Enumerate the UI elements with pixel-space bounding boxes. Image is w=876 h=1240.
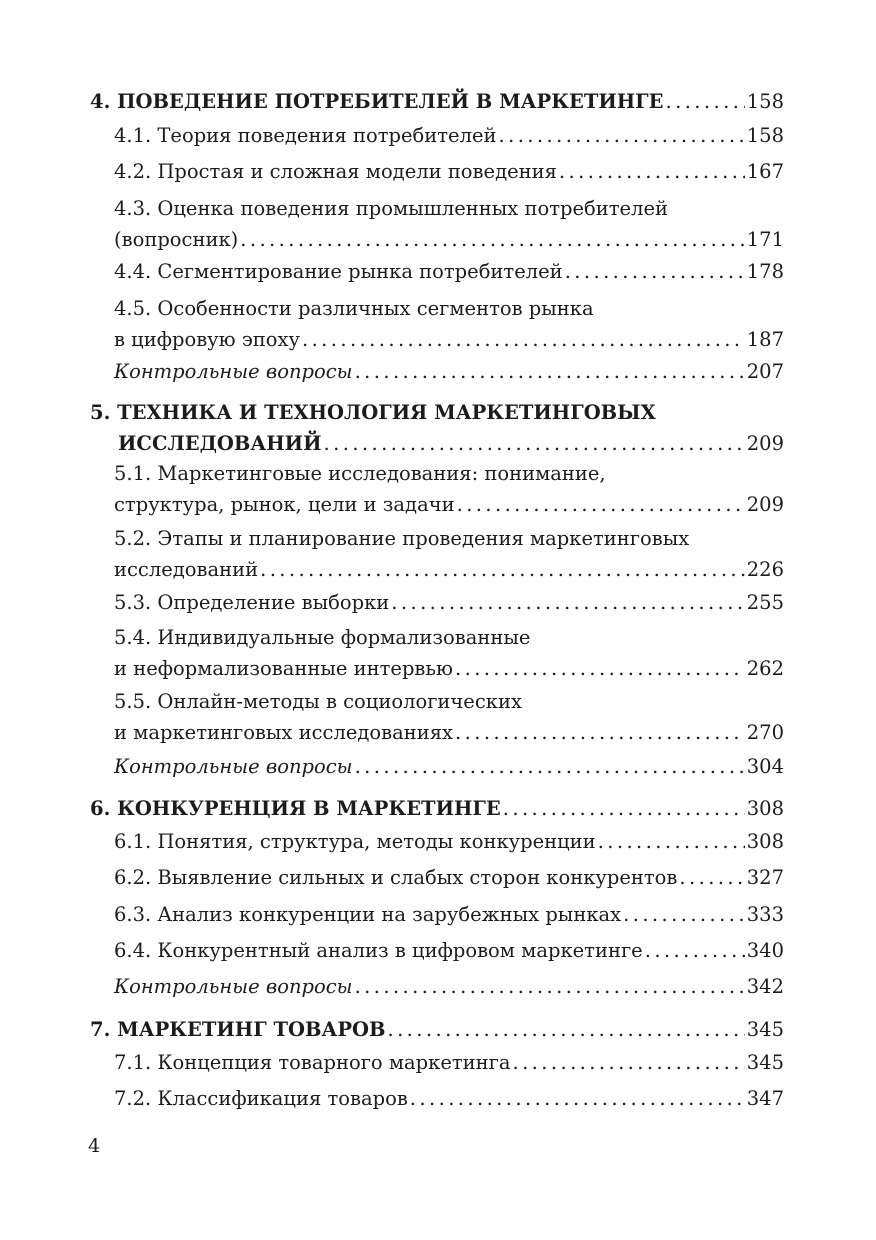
toc-title: 5.3. Определение выборки [114,591,390,614]
leader-dots [512,1047,744,1078]
toc-title: Контрольные вопросы [114,360,353,383]
toc-page: 158 [746,124,784,147]
toc-section-6-4[interactable] [114,935,784,966]
toc-title-line1: 5. ТЕХНИКА И ТЕХНОЛОГИЯ МАРКЕТИНГОВЫХ [90,401,656,424]
toc-title: 6.4. Конкурентный анализ в цифровом маркетинге [114,939,643,962]
toc-title: 6.1. Понятия, структура, методы конкуренции [114,830,596,853]
toc-section-7-1[interactable] [114,1047,784,1078]
toc-title-line2: исследований [114,558,259,581]
leader-dots [666,86,745,117]
leader-dots [387,1014,744,1045]
toc-section-5-2[interactable] [114,523,784,585]
toc-page: 345 [746,1051,784,1074]
toc-section-6-2[interactable] [114,862,784,893]
toc-section-5-4[interactable] [114,622,784,684]
leader-dots [457,489,745,520]
toc-page: 178 [746,260,784,283]
toc-page: 345 [746,1018,784,1041]
toc-page: 209 [746,493,784,516]
toc-title: 7.1. Концепция товарного маркетинга [114,1051,511,1074]
toc-chapter-4[interactable] [90,86,784,117]
toc-title-line1: 5.2. Этапы и планирование проведения маркетинговых [114,527,690,550]
toc-title-line2: и маркетинговых исследованиях [114,721,454,744]
toc-chapter-6[interactable] [90,793,784,824]
toc-section-5-1[interactable] [114,458,784,520]
toc-title: 6.3. Анализ конкуренции на зарубежных рынках [114,903,622,926]
leader-dots [355,356,745,387]
toc-page: 304 [746,755,784,778]
toc-questions-6[interactable] [114,971,784,1002]
toc-page: 262 [746,657,784,680]
toc-page: 226 [746,558,784,581]
leader-dots [355,751,745,782]
leader-dots [565,256,745,287]
toc-questions-5[interactable] [114,751,784,782]
page-number: 4 [88,1135,101,1157]
toc-title-line1: 4.3. Оценка поведения промышленных потребителей [114,197,668,220]
toc-title-line1: 4.5. Особенности различных сегментов рынка [114,297,594,320]
toc-title: 4.2. Простая и сложная модели поведения [114,160,557,183]
toc-page: 308 [746,797,784,820]
toc-page: 308 [746,830,784,853]
toc-page: 270 [746,721,784,744]
toc-page: 333 [746,903,784,926]
toc-title: Контрольные вопросы [114,975,353,998]
toc-title: 6. КОНКУРЕНЦИЯ В МАРКЕТИНГЕ [90,797,501,820]
toc-title: 4.1. Теория поведения потребителей [114,124,497,147]
toc-page: 347 [746,1087,784,1110]
leader-dots [645,935,745,966]
toc-section-4-1[interactable] [114,120,784,151]
leader-dots [499,120,745,151]
toc-title-line1: 5.5. Онлайн-методы в социологических [114,690,522,713]
leader-dots [240,224,745,255]
toc-title: 7.2. Классификация товаров [114,1087,408,1110]
leader-dots [391,587,744,618]
leader-dots [623,899,745,930]
leader-dots [260,554,745,585]
toc-questions-4[interactable] [114,356,784,387]
toc-page: 255 [746,591,784,614]
toc-chapter-5[interactable] [90,397,784,459]
toc-section-5-3[interactable] [114,587,784,618]
toc-section-4-4[interactable] [114,256,784,287]
toc-page: 342 [746,975,784,998]
toc-section-6-3[interactable] [114,899,784,930]
toc-title-line2: ИССЛЕДОВАНИЙ [118,432,322,455]
toc-title: Контрольные вопросы [114,755,353,778]
toc-page: 209 [746,432,784,455]
toc-page: 187 [746,328,784,351]
toc-title: 6.2. Выявление сильных и слабых сторон конкурентов [114,866,678,889]
toc-page: 171 [746,228,784,251]
toc-section-7-2[interactable] [114,1083,784,1114]
toc-title: 7. МАРКЕТИНГ ТОВАРОВ [90,1018,386,1041]
toc-page: 158 [746,90,784,113]
toc-page: 340 [746,939,784,962]
toc-page: 167 [746,160,784,183]
leader-dots [559,156,745,187]
toc-section-4-5[interactable] [114,293,784,355]
leader-dots [455,717,745,748]
leader-dots [302,324,745,355]
toc-page: 327 [746,866,784,889]
toc-title: 4. ПОВЕДЕНИЕ ПОТРЕБИТЕЛЕЙ В МАРКЕТИНГЕ [90,90,664,113]
leader-dots [324,428,745,459]
leader-dots [598,826,745,857]
toc-section-6-1[interactable] [114,826,784,857]
leader-dots [503,793,745,824]
toc-title-line1: 5.4. Индивидуальные формализованные [114,626,531,649]
toc-chapter-7[interactable] [90,1014,784,1045]
toc-title-line1: 5.1. Маркетинговые исследования: понимание, [114,462,606,485]
toc-title: 4.4. Сегментирование рынка потребителей [114,260,563,283]
toc-section-4-3[interactable] [114,193,784,255]
leader-dots [679,862,744,893]
toc-section-4-2[interactable] [114,156,784,187]
toc-title-line2: в цифровую эпоху [114,328,300,351]
leader-dots [455,653,745,684]
leader-dots [410,1083,745,1114]
toc-title-line2: и неформализованные интервью [114,657,454,680]
toc-page: 207 [746,360,784,383]
leader-dots [355,971,745,1002]
toc-title-line2: (вопросник) [114,228,239,251]
toc-title-line2: структура, рынок, цели и задачи [114,493,455,516]
toc-section-5-5[interactable] [114,686,784,748]
